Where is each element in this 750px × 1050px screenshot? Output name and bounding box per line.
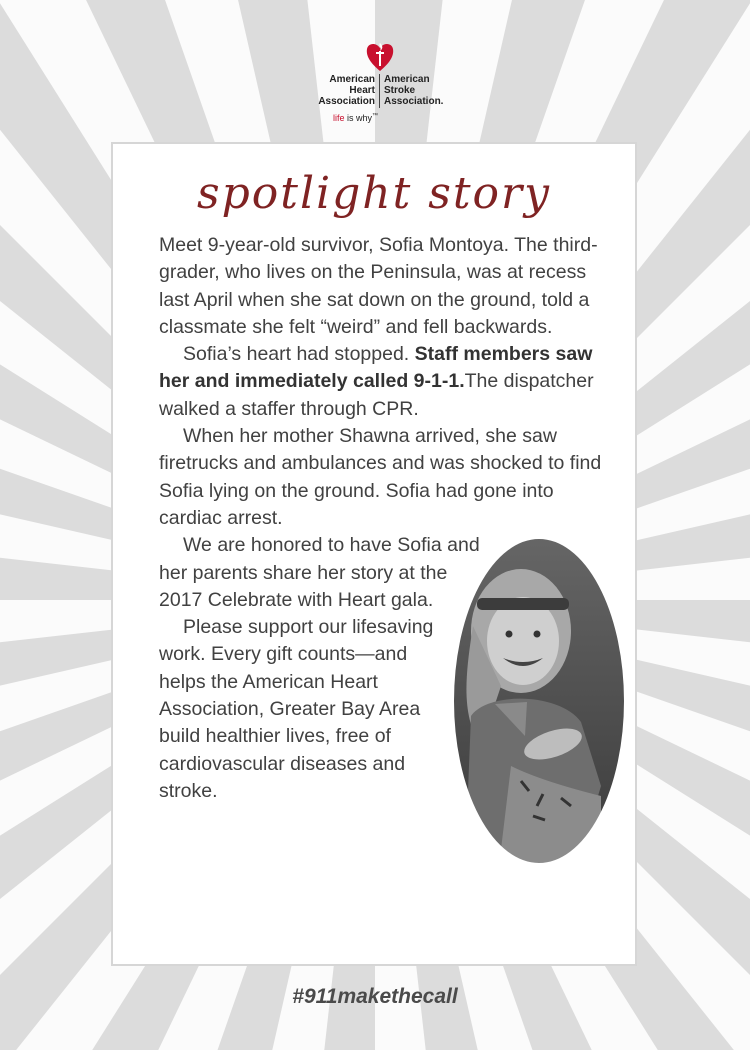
story-card xyxy=(111,142,637,966)
story-paragraph: We are honored to have Sofia and her parents share her story at the 2017 Celebrate with Heart gala. xyxy=(159,534,480,611)
aha-logo xyxy=(305,40,455,135)
story-paragraph: Please support our lifesaving work. Every gift counts—and helps the American Heart Association, Greater Bay Area build healthier lives, free of cardiovascular diseases and stroke. xyxy=(159,616,434,802)
story-highlight: Staff members saw her and immediately called 9-1-1. xyxy=(159,343,593,393)
story-paragraph: Sofia’s heart had stopped. Staff members saw her and immediately called 9-1-1.The dispatcher walked a staffer through CPR. xyxy=(159,343,594,420)
logo-tagline: life is why™ xyxy=(333,113,379,123)
logo-heart-association: American Heart Association xyxy=(318,74,375,107)
story-paragraph: When her mother Shawna arrived, she saw firetrucks and ambulances and was shocked to find Sofia lying on the ground. Sofia had gone into cardiac arrest. xyxy=(159,425,602,529)
sofia-photo xyxy=(451,536,627,866)
logo-divider xyxy=(379,74,380,108)
logo-stroke-association: American Stroke Association. xyxy=(384,74,444,107)
hashtag[interactable]: #911makethecall xyxy=(292,985,458,1008)
story-text xyxy=(159,232,615,866)
page-title: spotlight story xyxy=(197,168,551,219)
heart-torch-icon xyxy=(365,40,395,72)
story-paragraph: Meet 9-year-old survivor, Sofia Montoya. The third-grader, who lives on the Peninsula, was at recess last April when she sat down on the ground, told a classmate she felt “weird” and fell backwards. xyxy=(159,234,598,338)
